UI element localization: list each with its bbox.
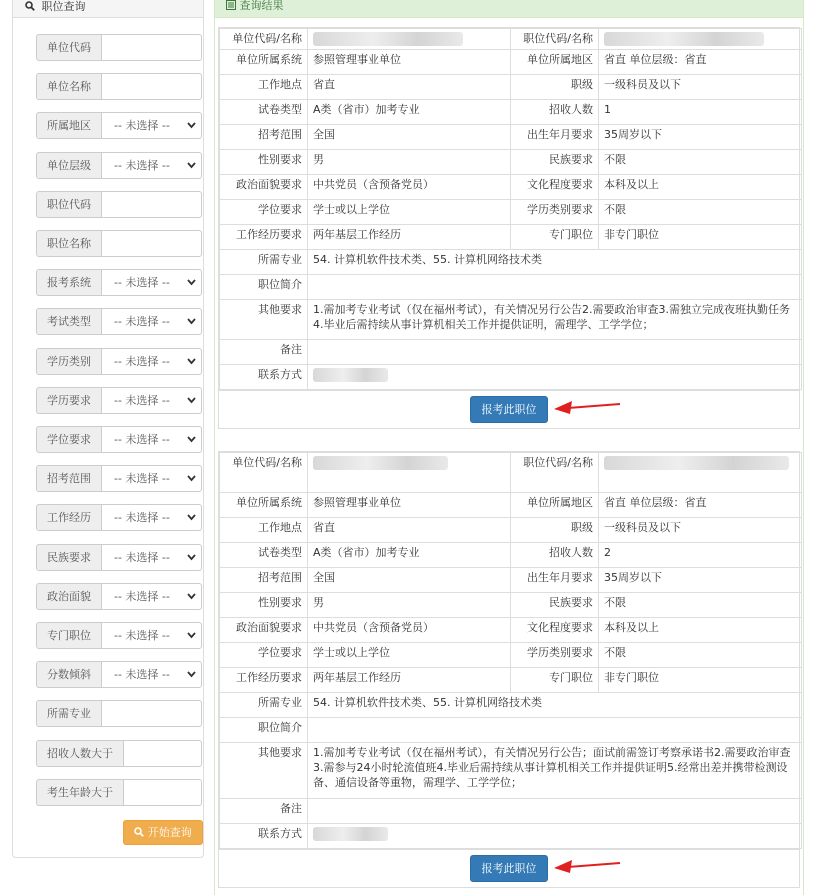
table-row [220,668,802,693]
field-label: 单位所属系统 [220,50,308,75]
filter-label: 工作经历 [36,504,102,531]
select-value: -- 未选择 -- [114,119,170,133]
field-label: 职位简介 [220,275,308,300]
field-label: 政治面貌要求 [220,175,308,200]
filter-select[interactable] [101,622,202,649]
field-value: A类（省市）加考专业 [308,100,511,125]
filter-row [23,700,191,727]
field-label: 职级 [511,75,599,100]
field-value: 中共党员（含预备党员） [308,175,511,200]
unit-name-redacted [308,453,511,493]
filter-row [23,622,191,649]
chevron-down-icon [187,505,196,539]
field-label: 所需专业 [220,250,308,275]
field-label: 单位所属地区 [511,50,599,75]
field-value: 54. 计算机软件技术类、55. 计算机网络技术类 [308,693,802,718]
field-value: 非专门职位 [599,225,802,250]
table-row [220,543,802,568]
table-row [220,799,802,824]
field-value [308,718,802,743]
field-value: 2 [599,543,802,568]
result-table [219,28,802,390]
filter-select[interactable] [101,426,202,453]
field-label: 出生年月要求 [511,125,599,150]
field-label: 其他要求 [220,300,308,340]
field-label: 职位代码/名称 [511,29,599,50]
field-label: 联系方式 [220,824,308,849]
field-value: 35周岁以下 [599,568,802,593]
field-label: 单位代码/名称 [220,453,308,493]
field-value: 两年基层工作经历 [308,225,511,250]
table-row [220,593,802,618]
filter-input[interactable] [101,700,202,727]
field-value: 男 [308,150,511,175]
field-value: A类（省市）加考专业 [308,543,511,568]
filter-input[interactable] [101,230,202,257]
filter-select[interactable] [101,544,202,571]
table-row [220,693,802,718]
table-row [220,453,802,493]
chevron-down-icon [187,545,196,579]
field-label: 政治面貌要求 [220,618,308,643]
table-row [220,100,802,125]
table-row [220,150,802,175]
table-row [220,125,802,150]
filter-label: 政治面貌 [36,583,102,610]
filter-label: 报考系统 [36,269,102,296]
filter-label: 考生年龄大于 [36,779,124,806]
field-value: 全国 [308,568,511,593]
field-value [308,275,802,300]
apply-area [219,390,799,428]
result-table [219,452,802,849]
chevron-down-icon [187,623,196,657]
filter-panel [12,0,204,858]
filter-label: 职位代码 [36,191,102,218]
filter-label: 民族要求 [36,544,102,571]
table-row [220,275,802,300]
field-label: 性别要求 [220,593,308,618]
filter-row [23,269,191,296]
field-label: 其他要求 [220,743,308,799]
field-value: 1.需加考专业考试（仅在福州考试），有关情况另行公告2.需要政治审查3.需独立完成夜班执勤任务4.毕业后需持续从事计算机相关工作并提供证明，需理学、工学学位； [308,300,802,340]
table-row [220,568,802,593]
chevron-down-icon [187,662,196,696]
field-label: 招考范围 [220,125,308,150]
filter-row [23,348,191,375]
chevron-down-icon [187,309,196,343]
post-name-redacted [599,29,802,50]
filter-row [23,73,191,100]
field-value: 1.需加考专业考试（仅在福州考试），有关情况另行公告；面试前需签订考察承诺书2.需要政治审查3.需参与24小时轮流值班4.毕业后需持续从事计算机相关工作并提供证明5.经常出差并携带检测设备、通信设备等重物，需理学、工学学位； [308,743,802,799]
table-row [220,643,802,668]
filter-row [23,779,191,806]
select-value: -- 未选择 -- [114,393,170,407]
filter-select[interactable] [101,348,202,375]
filter-label: 招收人数大于 [36,740,124,767]
select-value: -- 未选择 -- [114,276,170,290]
chevron-down-icon [187,349,196,383]
field-value: 省直 单位层级：省直 [599,50,802,75]
field-label: 职位简介 [220,718,308,743]
select-value: -- 未选择 -- [114,511,170,525]
chevron-down-icon [187,153,196,187]
filter-label: 考试类型 [36,308,102,335]
results-panel-header [215,0,803,18]
red-arrow-annotation [552,857,622,877]
field-value: 中共党员（含预备党员） [308,618,511,643]
red-arrow-annotation [552,398,622,418]
filter-select[interactable] [101,308,202,335]
table-row [220,518,802,543]
field-label: 单位所属系统 [220,493,308,518]
filter-select[interactable] [101,661,202,688]
field-label: 性别要求 [220,150,308,175]
field-label: 工作地点 [220,75,308,100]
field-label: 专门职位 [511,668,599,693]
filter-label: 学历类别 [36,348,102,375]
select-value: -- 未选择 -- [114,158,170,172]
field-label: 工作经历要求 [220,225,308,250]
filter-row [23,504,191,531]
filter-row [23,583,191,610]
filter-row [23,740,191,767]
select-value: -- 未选择 -- [114,668,170,682]
filter-row [23,387,191,414]
table-row [220,225,802,250]
field-value: 参照管理事业单位 [308,493,511,518]
field-value: 本科及以上 [599,175,802,200]
apply-button[interactable]: 报考此职位 [470,855,548,882]
table-row [220,365,802,390]
results-panel [214,0,804,895]
select-value: -- 未选择 -- [114,550,170,564]
filter-row [23,308,191,335]
filter-label: 单位层级 [36,152,102,179]
filter-select[interactable] [101,112,202,139]
field-label: 备注 [220,799,308,824]
field-label: 联系方式 [220,365,308,390]
select-value: -- 未选择 -- [114,589,170,603]
table-row [220,824,802,849]
filter-row [23,112,191,139]
field-value: 不限 [599,643,802,668]
field-label: 单位代码/名称 [220,29,308,50]
results-panel-title: 查询结果 [239,0,284,12]
search-icon [134,826,148,839]
field-label: 备注 [220,340,308,365]
table-row [220,718,802,743]
chevron-down-icon [187,584,196,618]
table-row [220,200,802,225]
field-label: 学历类别要求 [511,200,599,225]
table-row [220,29,802,50]
field-label: 专门职位 [511,225,599,250]
field-value: 不限 [599,150,802,175]
field-value: 非专门职位 [599,668,802,693]
field-label: 文化程度要求 [511,175,599,200]
field-label: 职级 [511,518,599,543]
list-icon [226,0,240,12]
filter-select[interactable] [101,465,202,492]
filter-label: 学历要求 [36,387,102,414]
contact-redacted [308,824,802,849]
field-label: 职位代码/名称 [511,453,599,493]
filter-row [23,544,191,571]
filter-select[interactable] [101,269,202,296]
filter-row [23,661,191,688]
chevron-down-icon [187,427,196,461]
table-row [220,50,802,75]
field-value: 男 [308,593,511,618]
table-row [220,493,802,518]
field-value [308,799,802,824]
field-value: 学士或以上学位 [308,643,511,668]
chevron-down-icon [187,466,196,500]
table-row [220,743,802,799]
field-label: 工作地点 [220,518,308,543]
field-value: 省直 [308,75,511,100]
field-value: 不限 [599,200,802,225]
chevron-down-icon [187,388,196,422]
field-label: 学位要求 [220,643,308,668]
field-value: 两年基层工作经历 [308,668,511,693]
filter-row [23,230,191,257]
field-label: 招考范围 [220,568,308,593]
table-row [220,175,802,200]
field-value [308,340,802,365]
field-value: 省直 单位层级：省直 [599,493,802,518]
field-value: 学士或以上学位 [308,200,511,225]
filter-select[interactable] [101,583,202,610]
field-value: 不限 [599,593,802,618]
field-value: 省直 [308,518,511,543]
filter-row [23,34,191,61]
filter-select[interactable] [101,152,202,179]
field-label: 试卷类型 [220,100,308,125]
contact-redacted [308,365,802,390]
filter-label: 所需专业 [36,700,102,727]
field-label: 招收人数 [511,543,599,568]
field-label: 民族要求 [511,593,599,618]
field-value: 参照管理事业单位 [308,50,511,75]
select-value: -- 未选择 -- [114,629,170,642]
field-label: 学位要求 [220,200,308,225]
filter-row [23,152,191,179]
filter-input[interactable] [123,779,202,806]
filter-input[interactable] [123,740,202,767]
field-value: 54. 计算机软件技术类、55. 计算机网络技术类 [308,250,802,275]
filter-panel-title: 职位查询 [41,0,86,13]
chevron-down-icon [187,270,196,304]
search-button-label: 开始查询 [147,826,192,839]
filter-row [23,191,191,218]
chevron-down-icon [187,113,196,147]
filter-panel-header [13,0,203,18]
filter-input[interactable] [101,191,202,218]
field-label: 工作经历要求 [220,668,308,693]
result-card [218,451,800,888]
apply-button[interactable]: 报考此职位 [470,396,548,423]
select-value: -- 未选择 -- [114,315,170,329]
post-name-redacted [599,453,802,493]
filter-select[interactable] [101,504,202,531]
select-value: -- 未选择 -- [114,472,170,486]
search-button[interactable] [123,820,203,845]
search-icon [25,0,39,13]
field-value: 一级科员及以下 [599,518,802,543]
filter-label: 招考范围 [36,465,102,492]
filter-label: 职位名称 [36,230,102,257]
field-value: 一级科员及以下 [599,75,802,100]
field-label: 招收人数 [511,100,599,125]
select-value: -- 未选择 -- [114,354,170,368]
filter-label: 单位名称 [36,73,102,100]
field-label: 试卷类型 [220,543,308,568]
field-value: 35周岁以下 [599,125,802,150]
filter-row [23,426,191,453]
filter-label: 单位代码 [36,34,102,61]
apply-area [219,849,799,887]
field-label: 单位所属地区 [511,493,599,518]
filter-label: 专门职位 [36,622,102,649]
table-row [220,340,802,365]
filter-input[interactable] [101,73,202,100]
filter-label: 所属地区 [36,112,102,139]
table-row [220,300,802,340]
field-label: 所需专业 [220,693,308,718]
filter-label: 分数倾斜 [36,661,102,688]
field-label: 文化程度要求 [511,618,599,643]
field-label: 民族要求 [511,150,599,175]
field-value: 本科及以上 [599,618,802,643]
table-row [220,75,802,100]
filter-label: 学位要求 [36,426,102,453]
field-label: 出生年月要求 [511,568,599,593]
field-label: 学历类别要求 [511,643,599,668]
table-row [220,618,802,643]
table-row [220,250,802,275]
field-value: 全国 [308,125,511,150]
unit-name-redacted [308,29,511,50]
select-value: -- 未选择 -- [114,433,170,446]
result-card [218,27,800,429]
filter-select[interactable] [101,387,202,414]
filter-input[interactable] [101,34,202,61]
field-value: 1 [599,100,802,125]
filter-row [23,465,191,492]
